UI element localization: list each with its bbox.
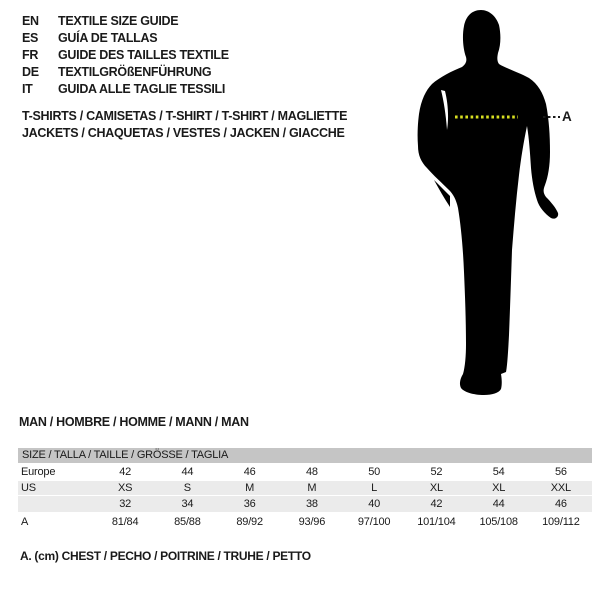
language-code: IT: [22, 82, 33, 96]
size-table-header: SIZE / TALLA / TAILLE / GRÖSSE / TAGLIA: [18, 448, 592, 463]
language-code: DE: [22, 65, 39, 79]
table-cell: 46: [243, 466, 256, 478]
language-row-de: [22, 64, 229, 81]
language-label: GUIDE DES TAILLES TEXTILE: [58, 48, 229, 62]
language-label: GUIDA ALLE TAGLIE TESSILI: [58, 82, 226, 96]
table-cell: 34: [181, 498, 194, 510]
table-cell: 50: [368, 466, 381, 478]
table-cell: 54: [492, 466, 505, 478]
row-label: Europe: [21, 466, 56, 478]
table-cell: 81/84: [111, 515, 139, 528]
table-row-chest-a: [18, 512, 592, 531]
language-label: GUÍA DE TALLAS: [58, 31, 158, 45]
table-cell: 36: [243, 498, 256, 510]
language-row-en: [22, 13, 229, 30]
table-cell: 38: [305, 498, 318, 510]
table-cell: 42: [119, 466, 132, 478]
table-cell: 109/112: [542, 515, 580, 528]
language-label: TEXTILGRÖßENFÜHRUNG: [58, 65, 212, 79]
language-row-es: [22, 30, 229, 47]
table-cell: 44: [181, 466, 194, 478]
table-cell: XS: [117, 482, 133, 494]
table-cell: 44: [492, 498, 505, 510]
table-cell: 101/104: [417, 515, 456, 528]
table-cell: 97/100: [357, 515, 391, 528]
table-cell: 52: [430, 466, 443, 478]
table-row-numeric: [18, 496, 592, 512]
row-label: A: [21, 515, 29, 528]
language-row-it: [22, 81, 229, 98]
table-cell: XL: [429, 482, 443, 494]
table-cell: 48: [305, 466, 318, 478]
table-cell: 105/108: [479, 515, 518, 528]
category-tshirts: T-SHIRTS / CAMISETAS / T-SHIRT / T-SHIRT / MAGLIETTE: [22, 109, 348, 123]
language-code: FR: [22, 48, 39, 62]
language-list: [22, 13, 229, 98]
size-table: [18, 448, 592, 531]
language-label: TEXTILE SIZE GUIDE: [58, 14, 179, 28]
category-jackets: JACKETS / CHAQUETAS / VESTES / JACKEN / GIACCHE: [22, 126, 345, 140]
section-title-man: MAN / HOMBRE / HOMME / MANN / MAN: [19, 415, 249, 429]
table-cell: L: [371, 482, 378, 494]
measurement-a-label: A: [562, 109, 572, 124]
table-cell: 42: [430, 498, 443, 510]
language-row-fr: [22, 47, 229, 64]
table-cell: 40: [368, 498, 381, 510]
table-cell: XXL: [550, 482, 571, 494]
table-cell: 56: [554, 466, 567, 478]
table-cell: 85/88: [174, 515, 201, 528]
language-code: EN: [22, 14, 39, 28]
table-cell: 89/92: [236, 515, 263, 528]
table-cell: 32: [119, 498, 132, 510]
row-label: US: [21, 482, 36, 494]
table-cell: M: [307, 482, 317, 494]
category-titles: [22, 108, 347, 142]
table-cell: XL: [492, 482, 506, 494]
table-row-europe: [18, 463, 592, 481]
table-cell: 46: [554, 498, 567, 510]
table-cell: 93/96: [298, 515, 326, 528]
language-code: ES: [22, 31, 39, 45]
chest-measure-footnote: A. (cm) CHEST / PECHO / POITRINE / TRUHE / PETTO: [20, 549, 311, 563]
table-cell: S: [183, 482, 191, 494]
table-cell: M: [245, 482, 255, 494]
man-silhouette: [418, 10, 559, 395]
table-row-us: [18, 481, 592, 496]
